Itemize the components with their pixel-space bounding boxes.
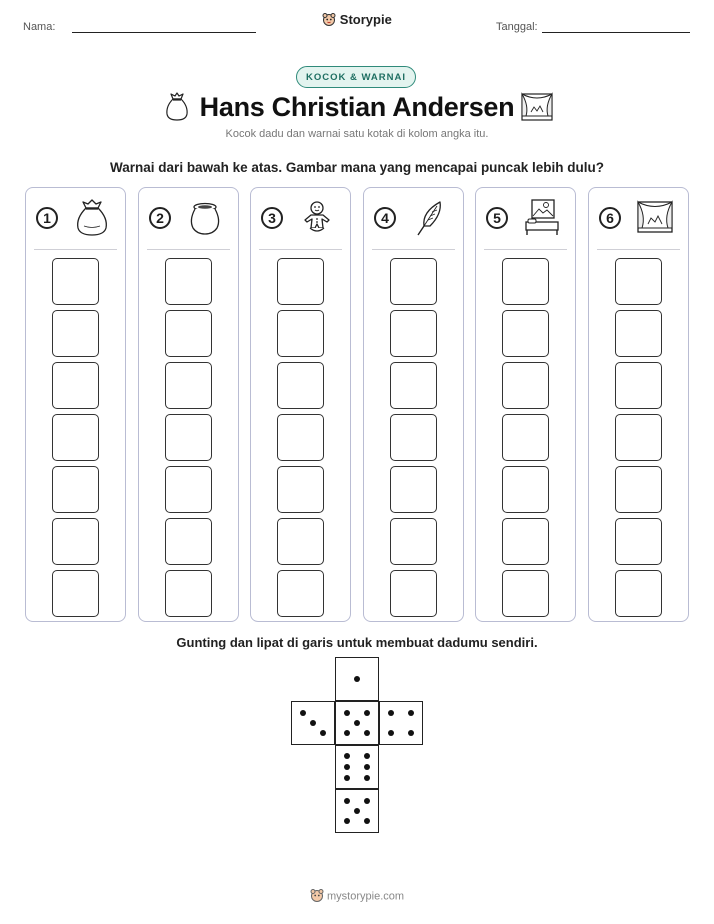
die-face-1: [335, 657, 379, 701]
theater-stage-icon: [635, 198, 675, 238]
instruction-text: Warnai dari bawah ke atas. Gambar mana yang mencapai puncak lebih dulu?: [110, 160, 604, 175]
color-box[interactable]: [502, 466, 549, 513]
column-divider: [597, 249, 680, 250]
brand-logo: [0, 12, 714, 29]
color-box[interactable]: [277, 518, 324, 565]
name-label: Nama:: [23, 21, 56, 33]
color-box[interactable]: [165, 362, 212, 409]
color-box[interactable]: [52, 362, 99, 409]
die-face-5: [335, 701, 379, 745]
date-label: Tanggal:: [496, 21, 538, 33]
color-box[interactable]: [502, 310, 549, 357]
color-box[interactable]: [615, 310, 662, 357]
color-box[interactable]: [615, 258, 662, 305]
die-pip: [344, 764, 350, 770]
footer-url[interactable]: mystorypie.com: [327, 890, 405, 903]
column-divider: [34, 249, 117, 250]
feather-quill-icon: [410, 198, 450, 238]
column-number: 5: [486, 207, 508, 229]
subtitle: Kocok dadu dan warnai satu kotak di kolom angka itu.: [225, 128, 489, 140]
race-column-4: [363, 187, 464, 622]
color-box[interactable]: [502, 362, 549, 409]
color-box[interactable]: [165, 258, 212, 305]
cut-instruction: Gunting dan lipat di garis untuk membuat dadumu sendiri.: [176, 635, 538, 650]
race-column-5: [475, 187, 576, 622]
die-pip: [354, 808, 360, 814]
color-box[interactable]: [52, 414, 99, 461]
die-pip: [320, 730, 326, 736]
die-face-3: [291, 701, 335, 745]
die-pip: [364, 775, 370, 781]
column-number: 4: [374, 207, 396, 229]
column-divider: [259, 249, 342, 250]
color-box[interactable]: [277, 310, 324, 357]
die-pip: [354, 720, 360, 726]
color-box[interactable]: [390, 518, 437, 565]
die-pip: [364, 753, 370, 759]
color-box[interactable]: [165, 414, 212, 461]
race-column-2: [138, 187, 239, 622]
color-box[interactable]: [52, 570, 99, 617]
color-box[interactable]: [615, 414, 662, 461]
color-box[interactable]: [615, 570, 662, 617]
page-title: Hans Christian Andersen: [199, 92, 515, 122]
color-box[interactable]: [52, 466, 99, 513]
die-pip: [354, 676, 360, 682]
column-divider: [147, 249, 230, 250]
color-box[interactable]: [277, 570, 324, 617]
bed-window-icon: [522, 198, 562, 238]
color-box[interactable]: [277, 414, 324, 461]
race-column-3: [250, 187, 351, 622]
color-box[interactable]: [615, 466, 662, 513]
die-pip: [364, 818, 370, 824]
die-pip: [300, 710, 306, 716]
color-box[interactable]: [52, 518, 99, 565]
die-pip: [344, 798, 350, 804]
color-box[interactable]: [165, 518, 212, 565]
name-line: [72, 32, 256, 33]
color-box[interactable]: [390, 310, 437, 357]
color-box[interactable]: [52, 310, 99, 357]
die-pip: [364, 764, 370, 770]
die-pip: [344, 775, 350, 781]
color-box[interactable]: [502, 414, 549, 461]
color-box[interactable]: [502, 258, 549, 305]
die-face-5b: [335, 789, 379, 833]
color-box[interactable]: [502, 518, 549, 565]
color-box[interactable]: [390, 258, 437, 305]
die-face-4: [379, 701, 423, 745]
die-pip: [408, 730, 414, 736]
die-pip: [388, 710, 394, 716]
color-box[interactable]: [615, 362, 662, 409]
color-box[interactable]: [277, 362, 324, 409]
color-box[interactable]: [165, 466, 212, 513]
die-pip: [344, 818, 350, 824]
footer: [0, 888, 714, 905]
color-box[interactable]: [390, 362, 437, 409]
die-face-6: [335, 745, 379, 789]
column-divider: [372, 249, 455, 250]
column-number: 3: [261, 207, 283, 229]
die-pip: [408, 710, 414, 716]
die-pip: [344, 710, 350, 716]
money-bag-icon: [72, 198, 112, 238]
storypie-mascot-icon: [310, 888, 324, 905]
color-box[interactable]: [502, 570, 549, 617]
theater-stage-icon: [521, 92, 553, 127]
brand-name: Storypie: [339, 12, 392, 27]
pot-icon: [185, 198, 225, 238]
color-box[interactable]: [390, 570, 437, 617]
column-divider: [484, 249, 567, 250]
color-box[interactable]: [52, 258, 99, 305]
gingerbread-doll-icon: [297, 198, 337, 238]
die-pip: [344, 730, 350, 736]
die-pip: [364, 710, 370, 716]
die-pip: [388, 730, 394, 736]
die-pip: [344, 753, 350, 759]
column-number: 6: [599, 207, 621, 229]
race-column-1: [25, 187, 126, 622]
color-box[interactable]: [390, 414, 437, 461]
die-pip: [364, 798, 370, 804]
column-number: 1: [36, 207, 58, 229]
activity-badge: KOCOK & WARNAI: [296, 66, 416, 88]
color-box[interactable]: [165, 310, 212, 357]
color-box[interactable]: [277, 258, 324, 305]
date-line: [542, 32, 690, 33]
column-number: 2: [149, 207, 171, 229]
color-box[interactable]: [165, 570, 212, 617]
die-pip: [310, 720, 316, 726]
color-box[interactable]: [390, 466, 437, 513]
storypie-mascot-icon: [322, 12, 336, 29]
race-column-6: [588, 187, 689, 622]
color-box[interactable]: [277, 466, 324, 513]
die-pip: [364, 730, 370, 736]
color-box[interactable]: [615, 518, 662, 565]
